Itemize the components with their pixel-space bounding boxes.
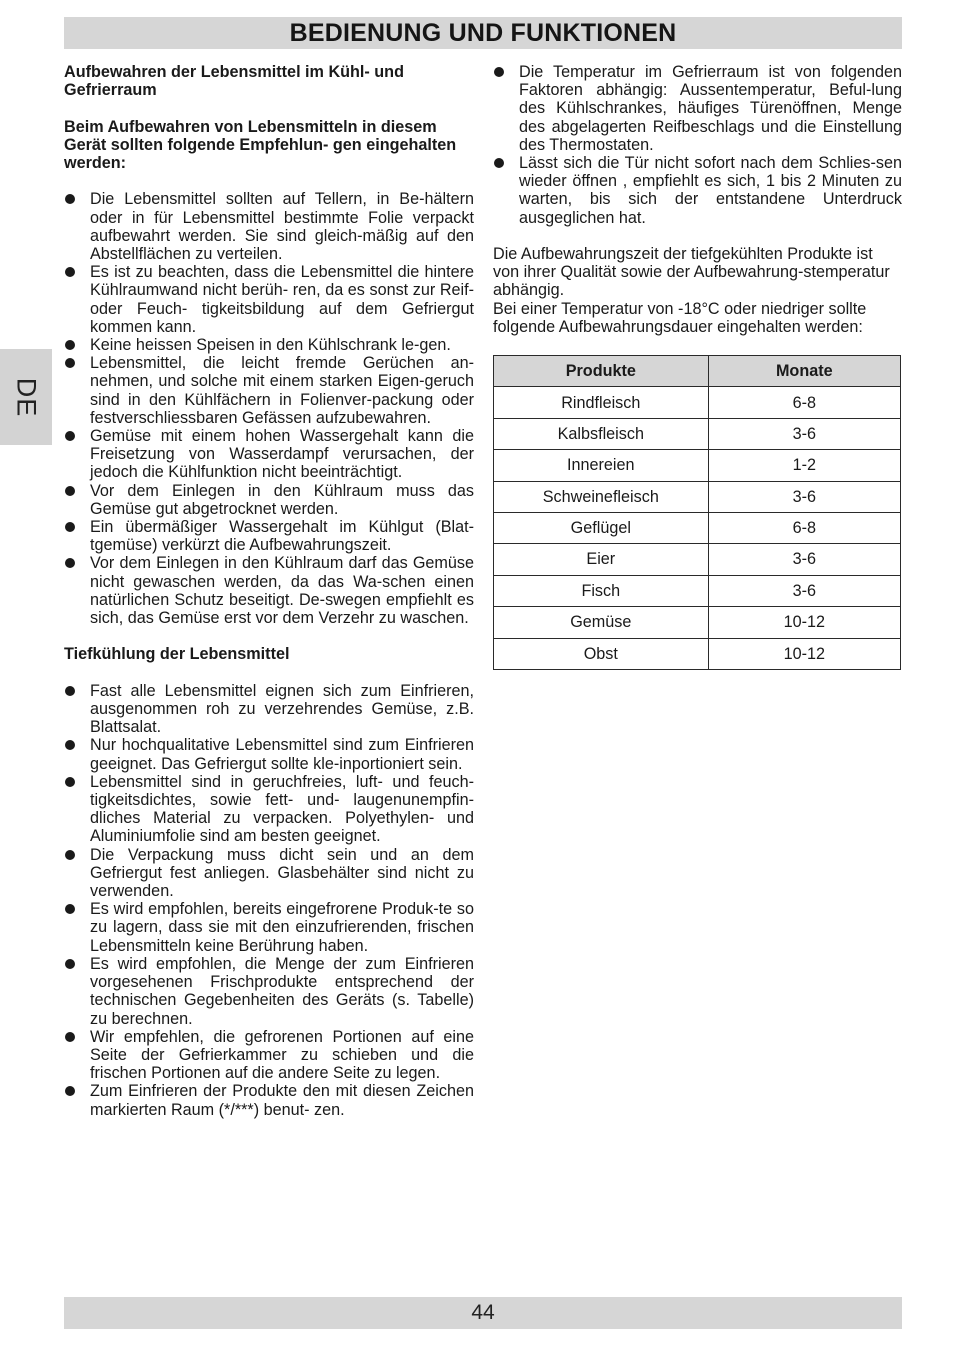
bullet-icon [65,850,75,860]
table-row [494,387,901,418]
months-cell: 3-6 [708,575,900,606]
product-cell: Innereien [494,450,709,481]
bullet-icon [65,777,75,787]
table-row [494,544,901,575]
bullet-icon [65,358,75,368]
table-row [494,607,901,638]
table-row [494,450,901,481]
storage-time-paragraph: Die Aufbewahrungszeit der tiefgekühlten Produkte ist von ihrer Qualität sowie der Aufbewahrung-stemperatur abhängig. [493,245,890,300]
months-cell: 3-6 [708,544,900,575]
language-tab-label: DE [11,377,42,417]
bullet-icon [65,740,75,750]
bullet-icon [494,67,504,77]
table-row [494,512,901,543]
bullet-icon [65,340,75,350]
product-cell: Rindfleisch [494,387,709,418]
list-item: Nur hochqualitative Lebensmittel sind zum Einfrieren geeignet. Das Gefriergut sollte kle-inportioniert sein. [64,736,474,772]
months-cell: 10-12 [708,638,900,669]
months-cell: 6-8 [708,512,900,543]
list-item: Die Lebensmittel sollten auf Tellern, in Be-hältern oder in für Lebensmittel bestimmte Folie verpackt aufbewahrt werden. Sie sind gleich-mäßig auf den Abstellflächen zu verteilen. [64,190,474,263]
freezing-bullet-list [64,682,474,1119]
list-item: Gemüse mit einem hohen Wassergehalt kann die Freisetzung von Wasserdampf verursachen, der jedoch die Kühlfunktion nicht beeinträchtigt. [64,427,474,482]
list-item: Die Verpackung muss dicht sein und an dem Gefriergut fest anliegen. Glasbehälter sind nicht zu verwenden. [64,846,474,901]
list-item: Wir empfehlen, die gefrorenen Portionen auf eine Seite der Gefrierkammer zu schieben und die frischen Portionen auf die andere Seite zu legen. [64,1028,474,1083]
temperature-paragraph: Bei einer Temperatur von -18°C oder niedriger sollte folgende Aufbewahrungsdauer eingehalten werden: [493,299,867,336]
list-item: Es ist zu beachten, dass die Lebensmittel die hintere Kühlraumwand nicht berüh- ren, da es sonst zur Reif- oder Feuch- tigkeitsbildung auf dem Gefriergut kommen kann. [64,263,474,336]
product-cell: Kalbsfleisch [494,418,709,449]
product-cell: Eier [494,544,709,575]
page-number: 44 [471,1301,495,1324]
table-row [494,418,901,449]
list-item: Vor dem Einlegen in den Kühlraum muss das Gemüse gut abgetrocknet werden. [64,482,474,518]
months-cell: 10-12 [708,607,900,638]
footer-bar [64,1297,902,1329]
product-cell: Fisch [494,575,709,606]
months-cell: 1-2 [708,450,900,481]
table-row [494,481,901,512]
months-cell: 3-6 [708,481,900,512]
product-cell: Geflügel [494,512,709,543]
table-header-row [494,356,901,387]
right-column [493,63,902,670]
bullet-icon [65,486,75,496]
page-title: BEDIENUNG UND FUNKTIONEN [289,18,677,47]
list-item: Fast alle Lebensmittel eignen sich zum Einfrieren, ausgenommen roh zu verzehrendes Gemüse, z.B. Blattsalat. [64,682,474,737]
list-item: Die Temperatur im Gefrierraum ist von folgenden Faktoren abhängig: Aussentemperatur, Beful-lung des Kühlschrankes, häufiges Türenöffnen, Menge des abgelagerten Reifbeschlags und die Einstellung des Thermostaten. [493,63,902,154]
bullet-icon [65,904,75,914]
bullet-icon [65,1032,75,1042]
language-tab [0,349,52,445]
bullet-icon [65,686,75,696]
column-header-months: Monate [708,356,900,387]
list-item: Es wird empfohlen, bereits eingefrorene Produk-te so zu lagern, dass sie mit den einzufrierenden, frischen Lebensmitteln keine Berührung haben. [64,900,474,955]
bullet-icon [65,522,75,532]
bullet-icon [494,158,504,168]
bullet-icon [65,431,75,441]
header-bar [64,17,902,49]
list-item: Lässt sich die Tür nicht sofort nach dem Schlies-sen wieder öffnen , empfiehlt es sich, 1 bis 2 Minuten zu warten, bis sich der entstandene Unterdruck ausgeglichen hat. [493,154,902,227]
table-row [494,638,901,669]
product-cell: Schweinefleisch [494,481,709,512]
bullet-icon [65,267,75,277]
bullet-icon [65,558,75,568]
product-cell: Gemüse [494,607,709,638]
storage-duration-table [493,355,901,670]
list-item: Zum Einfrieren der Produkte den mit diesen Zeichen markierten Raum (*/***) benut- zen. [64,1082,474,1118]
section-subheading-recommendations: Beim Aufbewahren von Lebensmitteln in diesem Gerät sollten folgende Empfehlun- gen eingehalten werden: [64,117,457,172]
months-cell: 3-6 [708,418,900,449]
temperature-bullet-list [493,63,902,227]
list-item: Vor dem Einlegen in den Kühlraum darf das Gemüse nicht gewaschen werden, da das Wa-schen einen natürlichen Schutz beseitigt. De-swegen empfiehlt es sich, das Gemüse erst vor dem Verzehr zu waschen. [64,554,474,627]
product-cell: Obst [494,638,709,669]
list-item: Ein übermäßiger Wassergehalt im Kühlgut (Blat-tgemüse) verkürzt die Aufbewahrungszeit. [64,518,474,554]
list-item: Lebensmittel, die leicht fremde Gerüchen an-nehmen, und solche mit einem starken Eigen-geruch sind in den Kühlfächern in Folienver-packung oder festverschliessbaren Gefässen aufzubewahren. [64,354,474,427]
bullet-icon [65,194,75,204]
bullet-icon [65,1086,75,1096]
list-item: Es wird empfohlen, die Menge der zum Einfrieren vorgesehenen Frischprodukte entsprechend der technischen Gegebenheiten des Geräts (s. Tabelle) zu berechnen. [64,955,474,1028]
column-header-products: Produkte [494,356,709,387]
storage-bullet-list [64,190,474,627]
section-heading-freezing: Tiefkühlung der Lebensmittel [64,645,290,664]
bullet-icon [65,959,75,969]
section-heading-storage: Aufbewahren der Lebensmittel im Kühl- und Gefrierraum [64,63,404,100]
table-row [494,575,901,606]
list-item: Lebensmittel sind in geruchfreies, luft- und feuch-tigkeitsdichtes, sowie fett- und- laugenunempfin-dliches Material zu verpacken. Polyethylen- und Aluminiumfolie sind am besten geeignet. [64,773,474,846]
list-item: Keine heissen Speisen in den Kühlschrank le-gen. [64,336,474,354]
left-column [64,63,474,1119]
months-cell: 6-8 [708,387,900,418]
